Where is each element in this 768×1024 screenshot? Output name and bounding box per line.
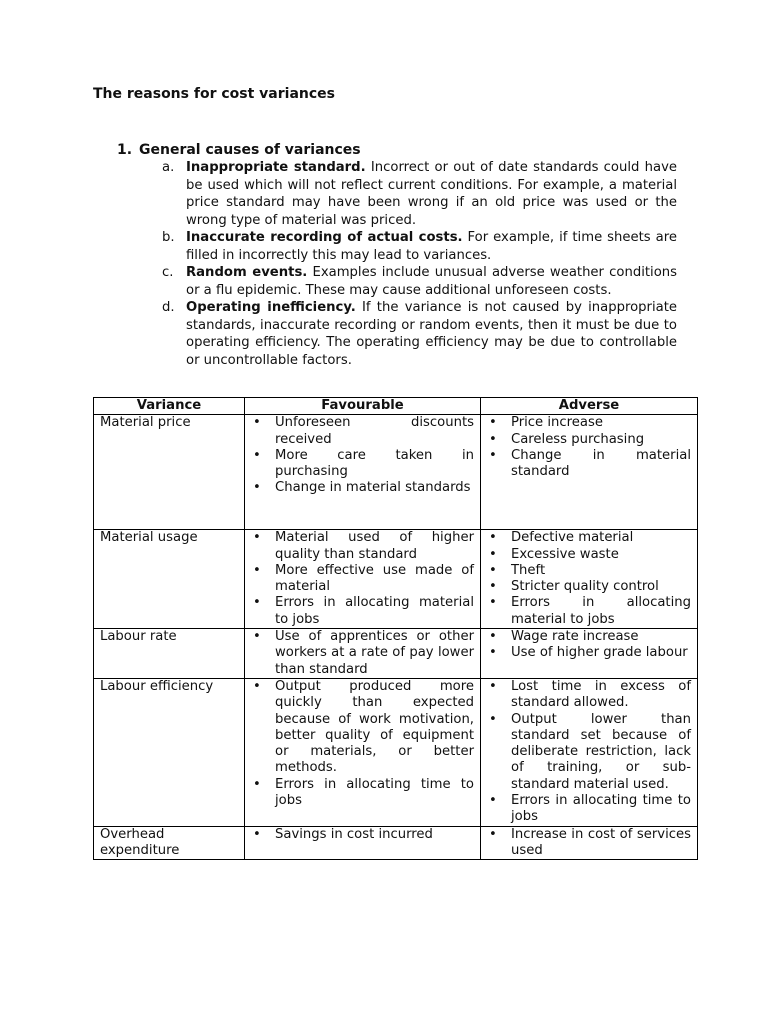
general-causes-section xyxy=(117,141,677,369)
list-item: • Price increase xyxy=(487,415,691,431)
cause-letter: b. xyxy=(162,230,175,245)
cause-text: For example, if time sheets are filled in incorrectly this may lead to variances. xyxy=(186,230,677,263)
list-item: • Stricter quality control xyxy=(487,579,691,595)
list-item: • Material used of higher quality than standard xyxy=(251,530,474,563)
list-item: • More effective use made of material xyxy=(251,563,474,596)
table-row xyxy=(94,826,698,860)
list-item: • Careless purchasing xyxy=(487,432,691,448)
favourable-cell xyxy=(245,415,481,530)
list-item: • Wage rate increase xyxy=(487,629,691,645)
cause-item xyxy=(117,299,677,369)
list-item: • Use of apprentices or other workers at a rate of pay lower than standard xyxy=(251,629,474,678)
section-heading xyxy=(117,141,677,159)
list-item: • Errors in allocating material to jobs xyxy=(487,595,691,628)
variance-name: Overhead expenditure xyxy=(94,826,245,860)
cause-text: Incorrect or out of date standards could have be used which will not reflect current conditions. For example, a material price standard may have been wrong if an old price was used or the wrong type of material was priced. xyxy=(186,160,677,228)
cause-letter: a. xyxy=(162,160,175,175)
list-item: • Defective material xyxy=(487,530,691,546)
cause-item xyxy=(117,159,677,229)
favourable-cell xyxy=(245,629,481,679)
cause-letter: d. xyxy=(162,300,175,315)
section-number: 1. xyxy=(117,142,133,158)
list-item: • Errors in allocating time to jobs xyxy=(251,777,474,810)
variance-name: Labour efficiency xyxy=(94,678,245,826)
adverse-cell xyxy=(481,415,698,530)
cause-text: If the variance is not caused by inappropriate standards, inaccurate recording or random events, then it must be due to operating efficiency. The operating efficiency may be due to controllable or uncontrollable factors. xyxy=(186,300,677,368)
table-header-row xyxy=(94,398,698,415)
list-item: • More care taken in purchasing xyxy=(251,448,474,481)
list-item: • Lost time in excess of standard allowed. xyxy=(487,679,691,712)
cause-term: Inaccurate recording of actual costs. xyxy=(186,230,463,245)
list-item: • Theft xyxy=(487,563,691,579)
adverse-cell xyxy=(481,826,698,860)
list-item: • Errors in allocating material to jobs xyxy=(251,595,474,628)
list-item: • Change in material standards xyxy=(251,480,474,496)
list-item: • Unforeseen discounts received xyxy=(251,415,474,448)
adverse-cell xyxy=(481,678,698,826)
section-heading-text: General causes of variances xyxy=(139,142,361,158)
cause-item xyxy=(117,264,677,299)
header-favourable: Favourable xyxy=(245,398,481,415)
list-item: • Change in material standard xyxy=(487,448,691,481)
list-item: • Increase in cost of services used xyxy=(487,827,691,860)
cause-letter: c. xyxy=(162,265,174,280)
variance-table xyxy=(93,397,698,860)
table-row xyxy=(94,678,698,826)
favourable-cell xyxy=(245,678,481,826)
cause-term: Random events. xyxy=(186,265,308,280)
variance-name: Material price xyxy=(94,415,245,530)
cause-term: Operating inefficiency. xyxy=(186,300,356,315)
cause-text: Examples include unusual adverse weather conditions or a flu epidemic. These may cause additional unforeseen costs. xyxy=(186,265,677,298)
causes-list xyxy=(117,159,677,369)
list-item: • Use of higher grade labour xyxy=(487,645,691,661)
favourable-cell xyxy=(245,826,481,860)
list-item: • Errors in allocating time to jobs xyxy=(487,793,691,826)
table-row xyxy=(94,530,698,629)
adverse-cell xyxy=(481,530,698,629)
adverse-cell xyxy=(481,629,698,679)
list-item: • Excessive waste xyxy=(487,547,691,563)
page-title: The reasons for cost variances xyxy=(93,86,335,102)
table-row xyxy=(94,415,698,530)
favourable-cell xyxy=(245,530,481,629)
header-adverse: Adverse xyxy=(481,398,698,415)
list-item: • Output produced more quickly than expected because of work motivation, better quality of equipment or materials, or better methods. xyxy=(251,679,474,777)
table-row xyxy=(94,629,698,679)
header-variance: Variance xyxy=(94,398,245,415)
list-item: • Savings in cost incurred xyxy=(251,827,474,843)
cause-item xyxy=(117,229,677,264)
variance-name: Material usage xyxy=(94,530,245,629)
variance-name: Labour rate xyxy=(94,629,245,679)
list-item: • Output lower than standard set because of deliberate restriction, lack of training, or sub-standard material used. xyxy=(487,712,691,793)
cause-term: Inappropriate standard. xyxy=(186,160,366,175)
